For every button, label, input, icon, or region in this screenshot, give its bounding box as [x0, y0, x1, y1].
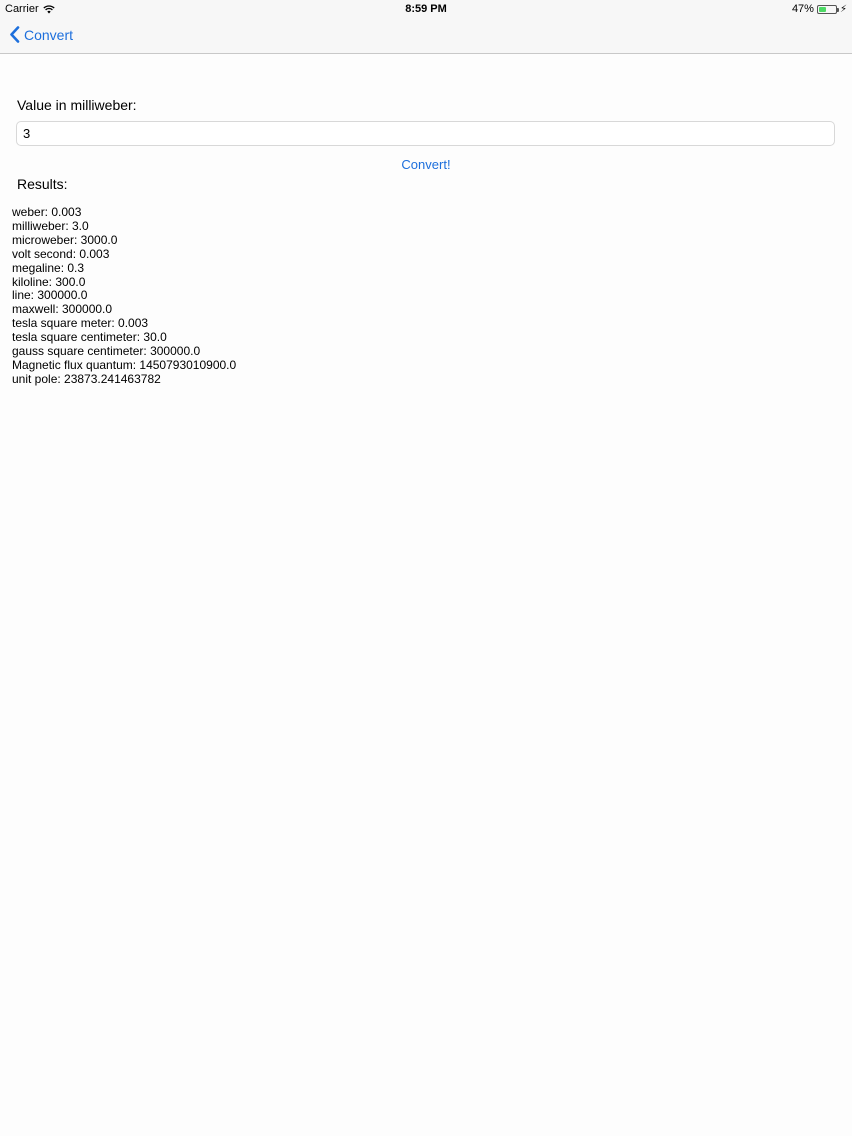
status-time: 8:59 PM: [405, 3, 447, 15]
results-heading: Results:: [17, 176, 68, 192]
result-item: microweber: 3000.0: [12, 232, 118, 247]
result-item: Magnetic flux quantum: 1450793010900.0: [12, 357, 237, 372]
result-item: tesla square meter: 0.003: [12, 316, 149, 331]
navigation-bar: [0, 18, 852, 54]
battery-level-fill: [819, 7, 827, 12]
results-list: [12, 206, 236, 387]
back-button-label: Convert: [24, 26, 74, 43]
result-item: kiloline: 300.0: [12, 274, 86, 289]
convert-button-row: [0, 157, 852, 172]
status-bar: [0, 0, 852, 18]
battery-icon: [817, 5, 837, 14]
result-item: gauss square centimeter: 300000.0: [12, 344, 201, 359]
result-item: maxwell: 300000.0: [12, 302, 113, 317]
result-item: milliweber: 3.0: [12, 218, 89, 233]
battery-status: [792, 3, 847, 15]
carrier-label: Carrier: [5, 3, 39, 15]
value-input[interactable]: [16, 121, 835, 146]
result-item: line: 300000.0: [12, 288, 88, 303]
bolt-icon: ⚡︎: [839, 3, 847, 15]
value-field-label: Value in milliweber:: [17, 97, 137, 113]
result-item: volt second: 0.003: [12, 246, 110, 261]
convert-button[interactable]: Convert!: [401, 157, 451, 172]
result-item: tesla square centimeter: 30.0: [12, 330, 167, 345]
back-button[interactable]: [9, 26, 73, 43]
result-item: unit pole: 23873.241463782: [12, 371, 161, 386]
chevron-left-icon: [9, 26, 20, 43]
result-item: weber: 0.003: [12, 205, 82, 219]
result-item: megaline: 0.3: [12, 260, 85, 275]
battery-percent: 47%: [791, 3, 814, 15]
